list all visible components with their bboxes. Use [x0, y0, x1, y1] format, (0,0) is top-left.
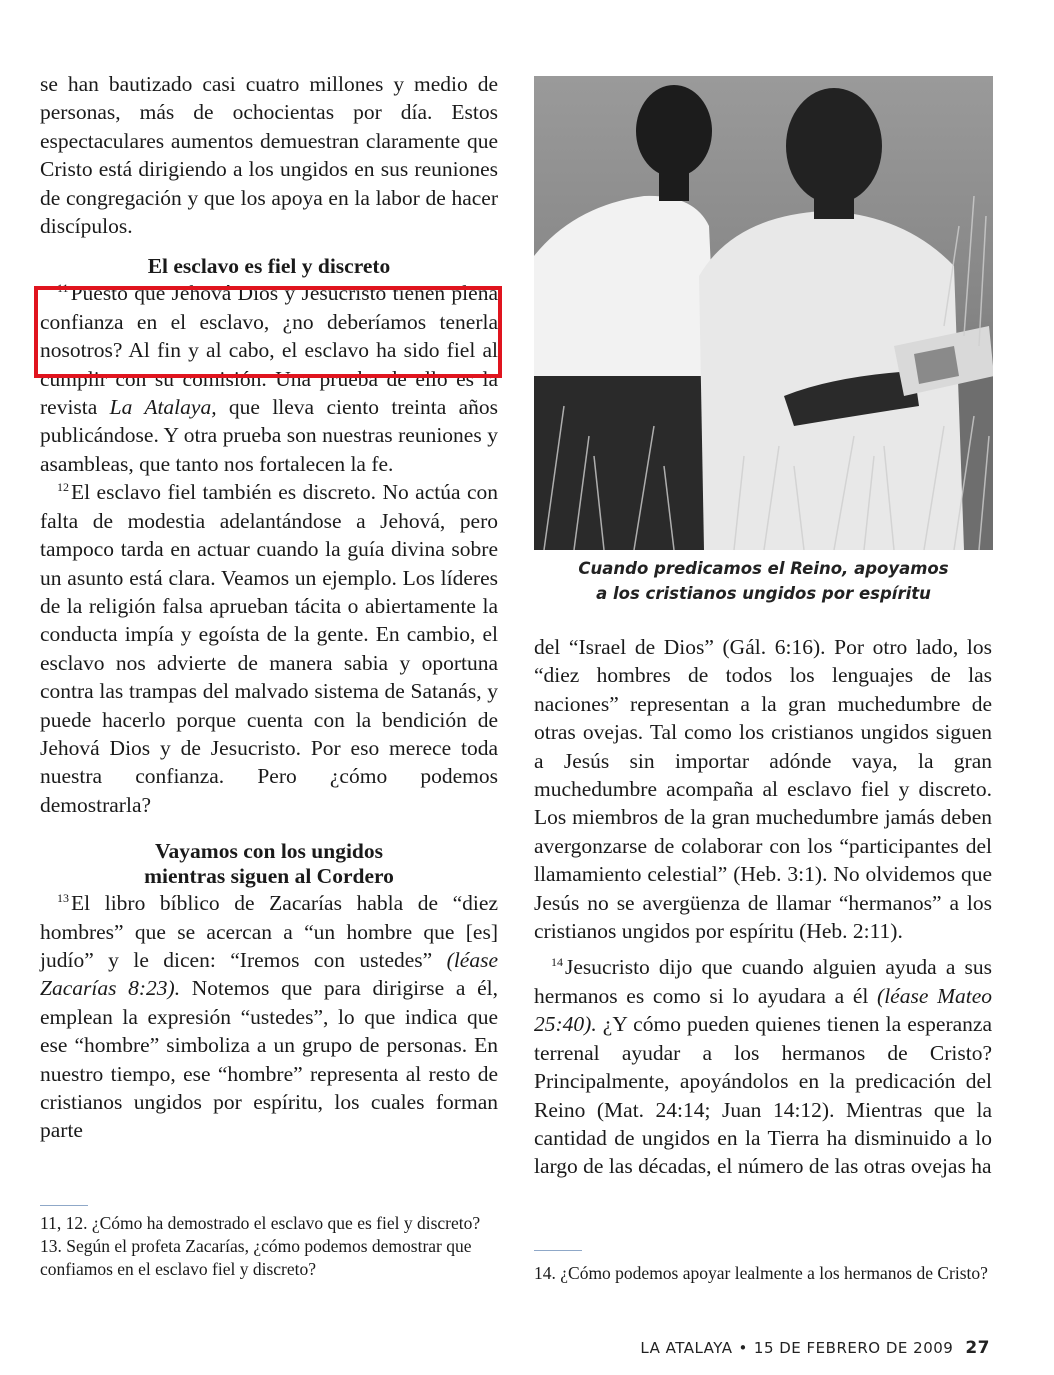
- right-review-questions: [534, 1262, 994, 1285]
- paragraph-text: Notemos que para dirigirse a él, emplean la expresión “ustedes”, lo que indica que ese “hombre” simboliza a un grupo de personas. En nuestro tiempo, ese “hombre” representa al resto de cristianos ungidos por espíritu, los cuales forman parte: [40, 976, 498, 1143]
- page-footer: [640, 1338, 990, 1358]
- paragraph-number: 11: [57, 281, 69, 296]
- caption-line: Cuando predicamos el Reino, apoyamos: [578, 559, 949, 578]
- footnote-rule: [40, 1205, 88, 1206]
- review-question: 13. Según el profeta Zacarías, ¿cómo podemos demostrar que confiamos en el esclavo fiel y discreto?: [40, 1236, 472, 1279]
- publication-name: LA ATALAYA: [640, 1339, 733, 1357]
- highlight-box: [34, 286, 502, 378]
- paragraph-14: [534, 953, 992, 1180]
- section-heading-fiel-discreto: El esclavo es fiel y discreto: [147, 254, 391, 279]
- scripture-reference: (léase Zacarías 8:23).: [40, 947, 498, 1001]
- magazine-title: La Atalaya,: [109, 395, 217, 420]
- section-heading-vayamos: [40, 839, 498, 889]
- left-column: [40, 70, 498, 1145]
- paragraph-number: 12: [57, 480, 69, 495]
- photo-caption: [534, 556, 993, 606]
- bullet-separator: •: [738, 1339, 748, 1357]
- issue-date: 15 DE FEBRERO DE 2009: [753, 1339, 954, 1357]
- left-review-questions: [40, 1212, 500, 1281]
- heading-line: Vayamos con los ungidos: [154, 839, 383, 864]
- paragraph-12: [40, 478, 498, 819]
- right-column: [534, 633, 992, 1181]
- footnote-rule: [534, 1250, 582, 1251]
- paragraph-text: Puesto que Jehová Dios y Jesucristo tienen plena confianza en el esclavo, ¿no deberíamos tenerla nosotros? Al fin y al cabo, el esclavo ha sido fiel al cumplir con su comisión. Una prueba de ello es la revista: [40, 281, 498, 420]
- paragraph-text: El libro bíblico de Zacarías habla de “diez hombres” que se acercan a “un hombre que [es] judío” y le dicen: “Iremos con ustedes”: [40, 891, 498, 972]
- paragraph-text: que lleva ciento treinta años publicándose. Y otra prueba son nuestras reuniones y asambleas, que tanto nos fortalecen la fe.: [40, 395, 498, 476]
- continued-paragraph: se han bautizado casi cuatro millones y medio de personas, más de ochocientas por día. Estos espectaculares aumentos demuestran claramente que Cristo está dirigiendo a los ungidos en sus reuniones de congregación y que los apoya en la labor de hacer discípulos.: [40, 72, 498, 239]
- heading-line: mientras siguen al Cordero: [144, 864, 394, 889]
- review-question: 14. ¿Cómo podemos apoyar lealmente a los hermanos de Cristo?: [534, 1263, 988, 1283]
- paragraph-13: [40, 889, 498, 1145]
- paragraph-text: El esclavo fiel también es discreto. No actúa con falta de modestia adelantándose a Jehová, pero tampoco tarda en actuar cuando la guía divina sobre un asunto está clara. Veamos un ejemplo. Los líderes de la religión falsa aprueban tácita o abiertamente la conducta impía y egoísta de la gente. En cambio, el esclavo nos advierte de manera sabia y oportuna contra las trampas del malvado sistema de Satanás, y puede hacerlo porque cuenta con la bendición de Jehová Dios y de Jesucristo. Por eso merece toda nuestra confianza. Pero ¿cómo podemos demostrarla?: [40, 480, 498, 817]
- continued-paragraph: del “Israel de Dios” (Gál. 6:16). Por otro lado, los “diez hombres de todos los lenguajes de las naciones” representan a la gran muchedumbre de otras ovejas. Tal como los cristianos ungidos siguen a Jesús sin importar adónde vaya, la gran muchedumbre acompaña al esclavo fiel y discreto. Los miembros de la gran muchedumbre jamás deben avergonzarse de colaborar con los “participantes del llamamiento celestial” (Heb. 3:1). No olvidemos que Jesús no se avergüenza de llamar “hermanos” a los cristianos ungidos por espíritu (Heb. 2:11).: [534, 635, 992, 944]
- paragraph-text: Jesucristo dijo que cuando alguien ayuda a sus hermanos es como si lo ayudara a él: [534, 955, 992, 1008]
- paragraph-text: ¿Y cómo pueden quienes tienen la esperanza terrenal ayudar a los hermanos de Cristo? Principalmente, apoyándolos en la predicación del Reino (Mat. 24:14; Juan 14:12). Mientras que la cantidad de ungidos en la Tierra ha disminuido a lo largo de las décadas, el número de las otras ovejas ha: [534, 1012, 992, 1179]
- photo-two-men-reading: [534, 76, 993, 550]
- review-question: 11, 12. ¿Cómo ha demostrado el esclavo que es fiel y discreto?: [40, 1213, 481, 1233]
- caption-line: a los cristianos ungidos por espíritu: [596, 584, 931, 603]
- scripture-reference: (léase Mateo 25:40).: [534, 983, 993, 1037]
- paragraph-number: 14: [551, 955, 563, 970]
- page-number: 27: [965, 1338, 990, 1358]
- paragraph-number: 13: [57, 891, 69, 906]
